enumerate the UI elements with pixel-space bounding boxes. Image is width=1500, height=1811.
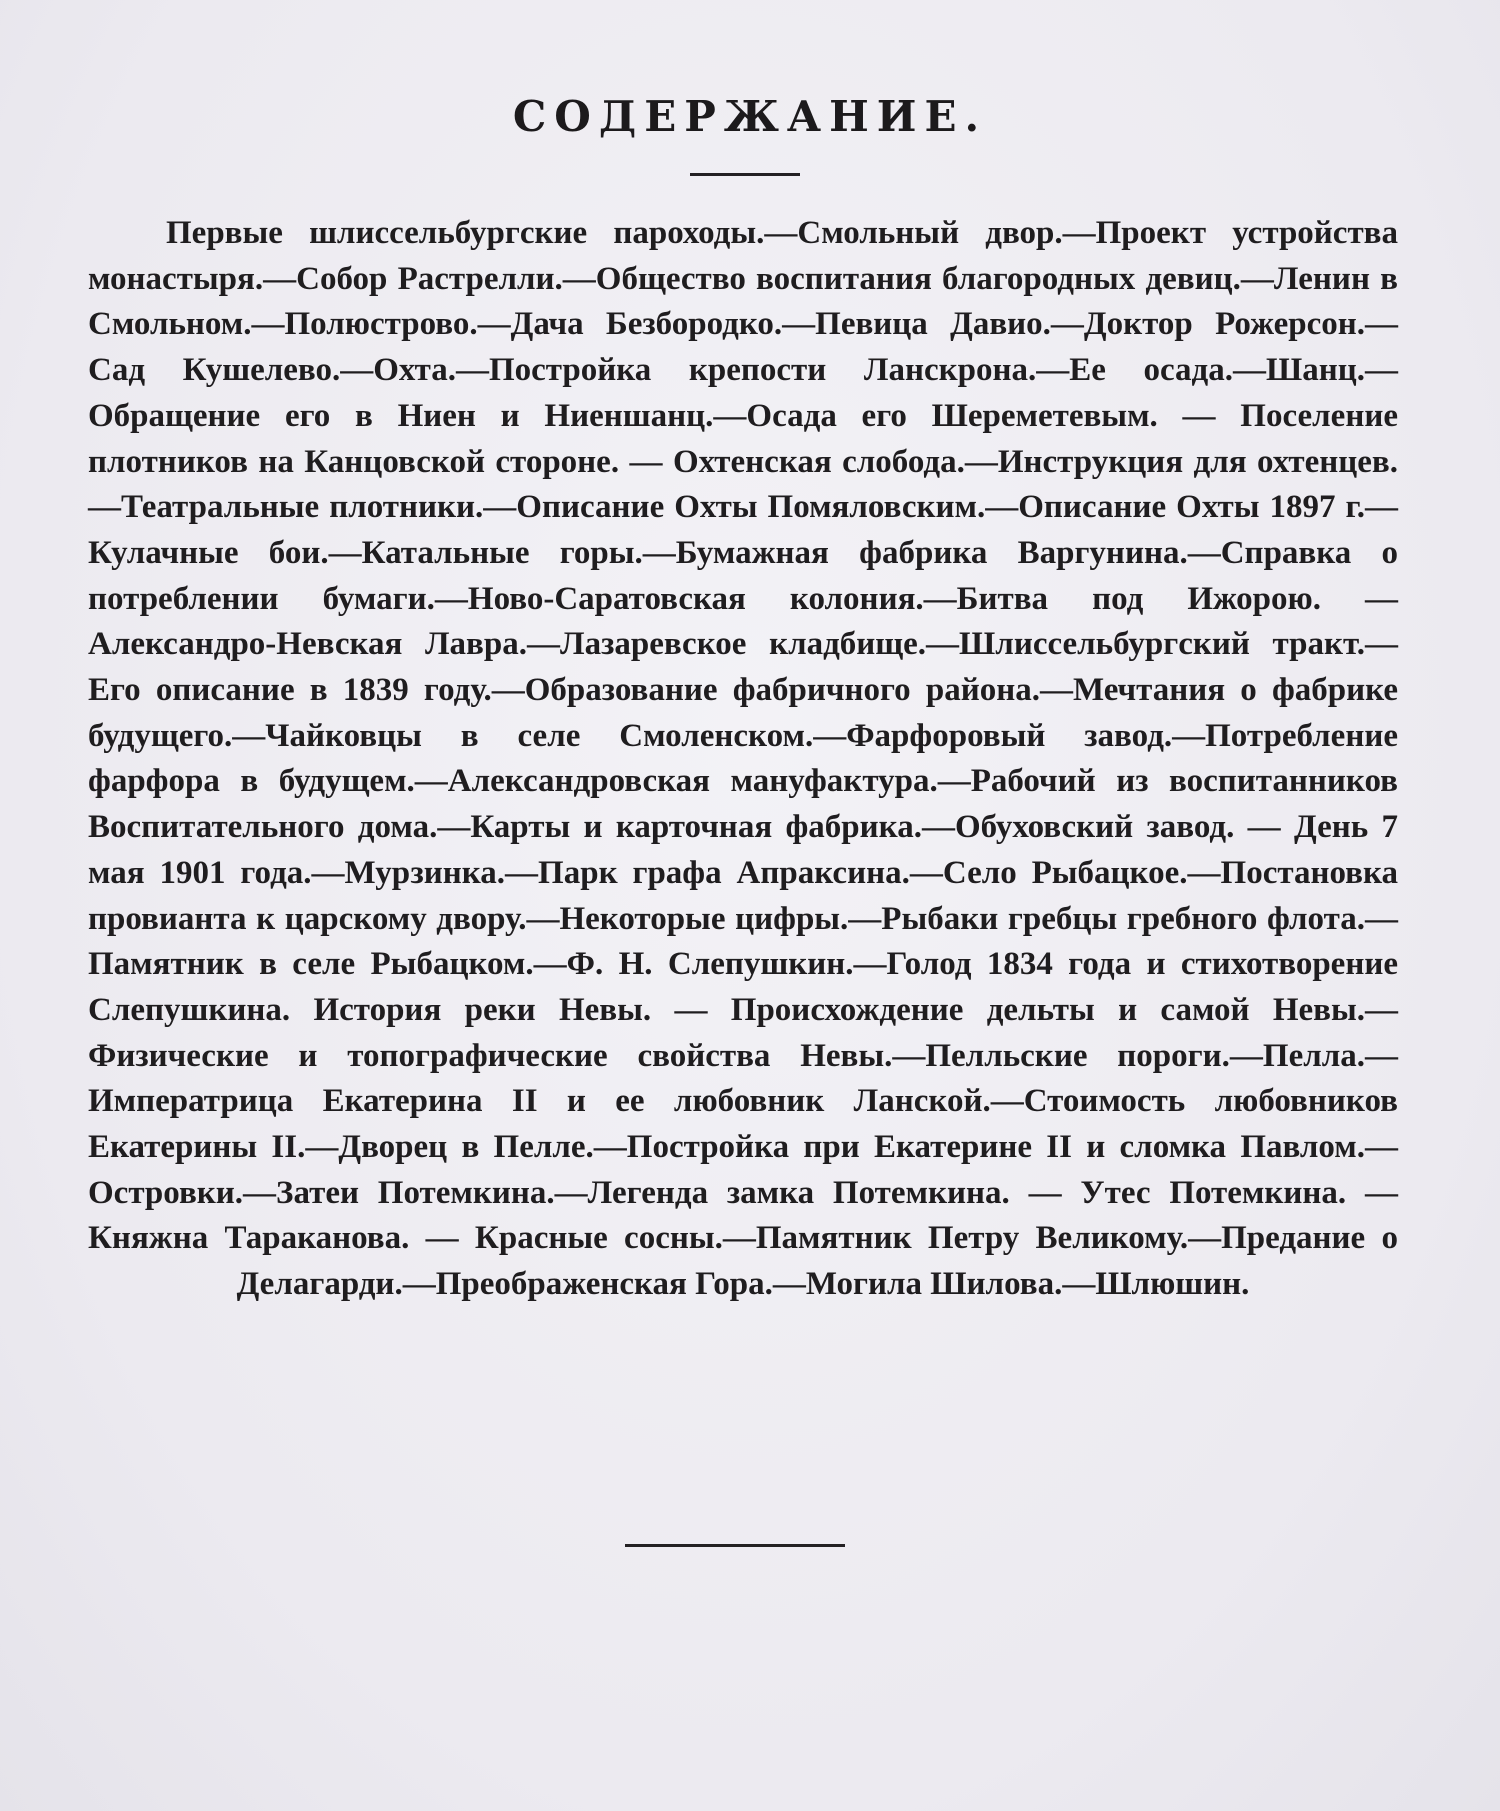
page-title: СОДЕРЖАНИЕ. <box>512 92 988 141</box>
contents-paragraph: Первые шлиссельбургские пароходы.—Смольный двор.—Проект устройства монастыря.—Собор Растрелли.—Общество воспитания благородных девиц.—Ленин в Смольном.—Полюстрово.—Дача Безбородко.—Певица Давио.—Доктор Рожерсон.—Сад Кушелево.—Охта.—Постройка крепости Ланскрона.—Ее осада.—Шанц.—Обращение его в Ниен и Ниеншанц.—Осада его Шереметевым. — Поселение плотников на Канцовской стороне. — Охтенская слобода.—Инструкция для охтенцев.—Театральные плотники.—Описание Охты Помяловским.—Описание Охты 1897 г.—Кулачные бои.—Катальные горы.—Бумажная фабрика Варгунина.—Справка о потреблении бумаги.—Ново-Саратовская колония.—Битва под Ижорою. — Александро-Невская Лавра.—Лазаревское кладбище.—Шлиссельбургский тракт.—Его описание в 1839 году.—Образование фабричного района.—Мечтания о фабрике будущего.—Чайковцы в селе Смоленском.—Фарфоровый завод.—Потребление фарфора в будущем.—Александровская мануфактура.—Рабочий из воспитанников Воспитательного дома.—Карты и карточная фабрика.—Обуховский завод. — День 7 мая 1901 года.—Мурзинка.—Парк графа Апраксина.—Село Рыбацкое.—Постановка провианта к царскому двору.—Некоторые цифры.—Рыбаки гребцы гребного флота.—Памятник в селе Рыбацком.—Ф. Н. Слепушкин.—Голод 1834 года и стихотворение Слепушкина. История реки Невы. — Происхождение дельты и самой Невы.—Физические и топографические свойства Невы.—Пелльские пороги.—Пелла.—Императрица Екатерина II и ее любовник Ланской.—Стоимость любовников Екатерины II.—Дворец в Пелле.—Постройка при Екатерине II и сломка Павлом.—Островки.—Затеи Потемкина.—Легенда замка Потемкина. — Утес Потемкина. — Княжна Тараканова. — Красные сосны.—Памятник Петру Великому.—Предание о Делагарди.—Преображенская Гора.—Могила Шилова.—Шлюшин. <box>88 215 1398 1303</box>
title-divider <box>690 173 800 176</box>
end-divider <box>625 1544 845 1547</box>
